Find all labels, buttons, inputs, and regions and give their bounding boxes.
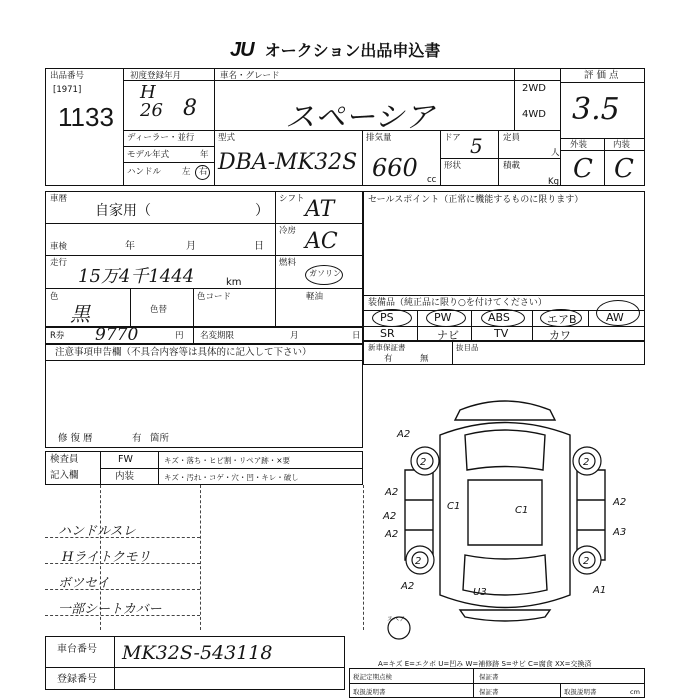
damage-legend: A=キズ E=エクボ U=凹み W=補修跡 S=サビ C=腐食 XX=交換済	[378, 660, 592, 668]
dealer-label: ディーラー・並行	[127, 133, 195, 143]
load-unit: Kg	[548, 177, 559, 187]
wheel-mark-4: 2	[583, 556, 590, 567]
ext-label: 外装	[570, 140, 588, 150]
equip-tv: TV	[494, 327, 509, 340]
disp-value: 660	[372, 154, 418, 182]
history-label: 車暦	[50, 194, 68, 204]
mark-a2-3: A2	[383, 511, 397, 522]
model-year-unit: 年	[200, 150, 209, 160]
footer-f4: 保証書	[479, 688, 499, 696]
repair-place: 箇所	[150, 433, 170, 444]
handle-right: 右	[199, 167, 208, 177]
shaken-label: 車検	[50, 242, 68, 252]
int-label: 内装	[613, 140, 631, 150]
circle-abs	[481, 309, 525, 327]
model-year-label: モデル年式	[127, 150, 170, 160]
reg-no-label: 登録番号	[57, 674, 97, 685]
equip-sr: SR	[380, 327, 395, 340]
circle-aw	[596, 300, 640, 326]
handle-left: 左	[182, 167, 191, 177]
chassis-label: 車台番号	[57, 644, 97, 655]
lot-sub: [1971]	[53, 85, 82, 95]
sales-point-label: セールスポイント（正常に機能するものに限ります）	[368, 195, 584, 205]
mark-a3: A3	[613, 527, 627, 538]
mark-a2-6: A2	[613, 497, 627, 508]
mark-a2-5: A2	[401, 581, 415, 592]
mileage-unit: km	[226, 277, 242, 288]
header	[230, 38, 440, 62]
inspection-interior: 内装	[115, 471, 135, 482]
color-label: 色	[50, 292, 59, 302]
car-top-front	[455, 401, 555, 420]
mark-c1-1: C1	[447, 501, 461, 512]
circle-ps	[372, 309, 412, 327]
wheel-mark-1: 2	[420, 457, 427, 468]
shaken-year: 年	[125, 241, 135, 252]
remark-2: Hライトクモリ	[62, 550, 151, 565]
spare-label: スペア	[387, 616, 406, 623]
capacity-unit: 人	[551, 148, 560, 158]
footer-f2: 保証書	[479, 673, 499, 681]
inspection-label2: 記入欄	[50, 470, 79, 481]
mark-a1: A1	[593, 585, 607, 596]
name-grade-label: 車名・グレード	[220, 71, 280, 81]
inspection-fw: FW	[118, 454, 133, 465]
warranty-label: 新車保証書	[368, 343, 406, 352]
name-change-label: 名変期限	[200, 331, 235, 341]
footer-f5: 取扱説明書	[564, 688, 597, 696]
equip-aw: AW	[606, 311, 624, 324]
recycle-value: 9770	[95, 325, 139, 345]
first-reg-label: 初度登録年月	[130, 71, 182, 81]
wheel-mark-3: 2	[415, 556, 422, 567]
color-code-label: 色コード	[197, 292, 232, 302]
drive-4wd: 4WD	[522, 109, 546, 120]
equip-navi: ナビ	[437, 329, 459, 342]
fuel-label: 燃料	[279, 258, 297, 268]
doors-value: 5	[470, 134, 483, 158]
circle-pw	[426, 309, 466, 327]
fuel-gas: ガソリン	[309, 269, 341, 278]
score-value: 3.5	[572, 92, 620, 127]
mark-a2-2: A2	[385, 487, 399, 498]
first-reg-month: 8	[183, 96, 197, 121]
inspection-defects1: キズ・落ち・ヒビ割・リペア跡・×要	[164, 456, 290, 465]
shaken-day: 日	[254, 241, 264, 252]
shape-label: 形状	[444, 161, 462, 171]
car-outer-body	[440, 423, 570, 608]
wheel-mark-2: 2	[583, 457, 590, 468]
shift-value: AT	[305, 197, 335, 222]
name-change-month: 月	[290, 331, 299, 341]
repair-label: 修復暦	[58, 433, 96, 444]
int-score: C	[614, 154, 634, 184]
chassis-value: MK32S-543118	[122, 642, 273, 664]
first-reg-year: H 26	[140, 82, 163, 121]
footer-f1: 税記定期点検	[353, 673, 392, 681]
name-grade-value: スペーシア	[285, 100, 435, 135]
history-value: 自家用（	[95, 203, 151, 219]
warranty-no: 無	[420, 354, 429, 364]
shaken-month: 月	[186, 241, 196, 252]
ac-label: 冷房	[279, 226, 297, 236]
mileage-label: 走行	[50, 258, 68, 268]
equip-leather: カワ	[549, 329, 571, 342]
name-change-day: 日	[352, 331, 361, 341]
mark-a2-4: A2	[385, 529, 399, 540]
doors-label: ドア	[444, 133, 461, 143]
mark-a2-1: A2	[397, 429, 411, 440]
equip-airbag: エアB	[547, 313, 577, 326]
car-bottom-rear	[460, 610, 550, 621]
remark-4: 一部シートカバー	[58, 602, 162, 617]
lot-number: 1133	[58, 102, 114, 132]
lot-label: 出品番号	[50, 71, 85, 81]
fuel-diesel: 軽油	[306, 292, 324, 302]
handle-label: ハンドル	[127, 167, 162, 177]
ju-logo: JU	[230, 39, 254, 61]
model-code-value: DBA-MK32S	[218, 150, 358, 175]
ext-score: C	[573, 154, 593, 184]
capacity-label: 定員	[503, 133, 521, 143]
drive-2wd: 2WD	[522, 83, 546, 94]
equip-pw: PW	[434, 311, 452, 324]
form-title: オークション出品申込書	[264, 41, 441, 60]
model-code-label: 型式	[218, 133, 236, 143]
mileage-value: 15万4千1444	[78, 266, 195, 287]
load-label: 積載	[503, 161, 521, 171]
footer-f3: 取扱説明書	[353, 688, 386, 696]
circle-airbag	[540, 309, 582, 327]
score-label: 評価点	[584, 70, 622, 81]
equipment-label: 装備品（純正品に限り○を付けてください）	[368, 298, 547, 308]
color-value: 黒	[70, 302, 90, 326]
handle-circle	[195, 165, 210, 180]
warranty-yes: 有	[384, 354, 393, 364]
inspection-defects2: キズ・汚れ・コゲ・穴・凹・キレ・破し	[164, 473, 299, 482]
equip-ps: PS	[380, 311, 394, 324]
spare-key-label: 抜目品	[456, 343, 479, 352]
car-roof	[468, 480, 542, 545]
ac-value: AC	[305, 229, 338, 254]
equip-abs: ABS	[488, 311, 510, 324]
car-damage-diagram	[365, 395, 645, 645]
disp-label: 排気量	[366, 133, 392, 143]
repair-value: 有	[132, 433, 142, 444]
remark-1: ハンドルスレ	[58, 524, 136, 539]
notes-label: 注意事項申告欄（不具合内容等は具体的に記入して下さい）	[55, 347, 312, 358]
remark-3: ボツセイ	[58, 576, 110, 591]
recycle-unit: 円	[175, 331, 184, 341]
history-close: ）	[255, 203, 269, 219]
disp-unit: cc	[427, 175, 437, 185]
inspection-label1: 検査員	[50, 454, 79, 465]
mark-c1-2: C1	[515, 505, 529, 516]
color-change-label: 色替	[150, 305, 168, 315]
car-hood	[465, 430, 545, 470]
footer-cm: cm	[630, 688, 640, 696]
mark-u3: U3	[473, 587, 487, 598]
shift-label: シフト	[279, 194, 305, 204]
recycle-label: R券	[50, 331, 65, 341]
